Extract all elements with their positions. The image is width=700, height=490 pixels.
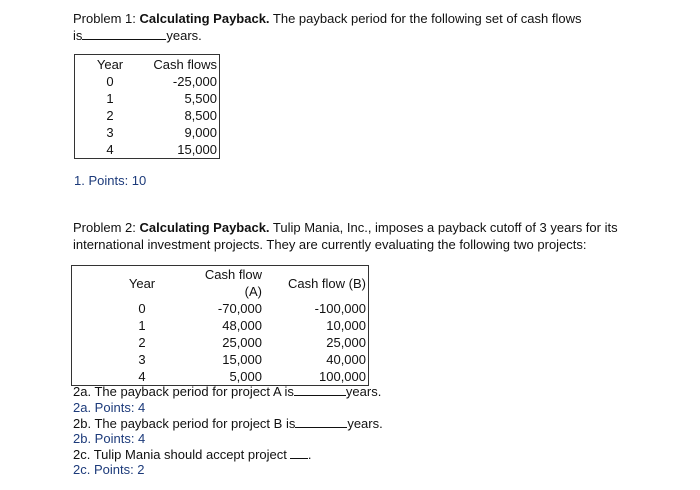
table-row — [72, 300, 369, 317]
answer-blank-1[interactable] — [82, 27, 166, 40]
cashflow-a-cell: -70,000 — [217, 301, 262, 316]
cashflow-a-cell: 15,000 — [222, 352, 262, 367]
year-cell: 1 — [138, 318, 146, 333]
year-cell: 0 — [138, 301, 146, 316]
cashflow-b-cell: -100,000 — [314, 301, 366, 316]
question-2b-points: 2b. Points: 4 — [73, 431, 146, 446]
question-2a-points: 2a. Points: 4 — [73, 400, 146, 415]
cashflow-cell: 9,000 — [184, 125, 217, 140]
question-2c — [73, 446, 312, 463]
header-cash-flow-b: Cash flow (B) — [287, 275, 366, 291]
problem1-line2-start: is — [73, 28, 83, 43]
problem1-text: The payback period for the following set of cash flows — [269, 11, 582, 26]
problem2-line2: international investment projects. They are currently evaluating the following two projects: — [73, 237, 587, 252]
answer-blank-2c[interactable] — [290, 446, 308, 459]
cashflow-b-cell: 40,000 — [326, 352, 366, 367]
year-cell: 0 — [106, 74, 114, 89]
question-2c-points: 2c. Points: 2 — [73, 462, 145, 477]
answer-blank-2a[interactable] — [294, 383, 346, 396]
cashflow-b-cell: 100,000 — [319, 369, 366, 384]
cashflow-cell: -25,000 — [172, 74, 217, 89]
problem1-statement — [73, 10, 673, 44]
table-header-row — [72, 266, 369, 301]
cashflow-b-cell: 25,000 — [326, 335, 366, 350]
table-row — [75, 90, 220, 107]
problem2-text: Tulip Mania, Inc., imposes a payback cutoff of 3 years for its — [269, 220, 618, 235]
cashflow-a-cell: 48,000 — [222, 318, 262, 333]
question-2b — [73, 415, 383, 432]
table-row — [75, 73, 220, 90]
problem1-line2-end: years. — [166, 28, 202, 43]
table-row — [75, 141, 220, 159]
question-2b-text: 2b. The payback period for project B is — [73, 416, 296, 431]
cashflow-a-cell: 25,000 — [222, 335, 262, 350]
header-cash-flow-a: Cash flow (A) — [204, 267, 262, 299]
table-row — [72, 351, 369, 368]
table-row — [72, 317, 369, 334]
table-row — [72, 334, 369, 351]
problem1-cashflow-table — [74, 54, 220, 159]
year-cell: 3 — [138, 352, 146, 367]
header-year: Year — [96, 57, 124, 72]
year-cell: 2 — [106, 108, 114, 123]
cashflow-cell: 8,500 — [184, 108, 217, 123]
problem1-lead: Problem 1: — [73, 11, 140, 26]
question-2a-end: years. — [345, 384, 382, 399]
year-cell: 4 — [138, 369, 146, 384]
question-2a-text: 2a. The payback period for project A is — [73, 384, 294, 399]
problem1-title: Calculating Payback. — [139, 11, 270, 26]
table-header-row — [75, 55, 220, 74]
problem2-projects-table — [71, 265, 369, 386]
cashflow-a-cell: 5,000 — [229, 369, 262, 384]
problem2-lead: Problem 2: — [73, 220, 140, 235]
year-cell: 3 — [106, 125, 114, 140]
question-2a — [73, 383, 381, 400]
cashflow-cell: 15,000 — [177, 142, 217, 157]
problem1-points: 1. Points: 10 — [74, 173, 147, 188]
cashflow-b-cell: 10,000 — [326, 318, 366, 333]
year-cell: 2 — [138, 335, 146, 350]
table-row — [75, 124, 220, 141]
cashflow-cell: 5,500 — [184, 91, 217, 106]
question-2c-end: . — [307, 447, 312, 462]
year-cell: 4 — [106, 142, 114, 157]
problem2-statement — [73, 219, 673, 253]
table-row — [75, 107, 220, 124]
header-year: Year — [128, 275, 156, 291]
header-cash-flows: Cash flows — [153, 57, 217, 72]
answer-blank-2b[interactable] — [295, 415, 347, 428]
question-2b-end: years. — [347, 416, 383, 431]
problem2-title: Calculating Payback. — [139, 220, 270, 235]
year-cell: 1 — [106, 91, 114, 106]
question-2c-text: 2c. Tulip Mania should accept project — [73, 447, 287, 462]
